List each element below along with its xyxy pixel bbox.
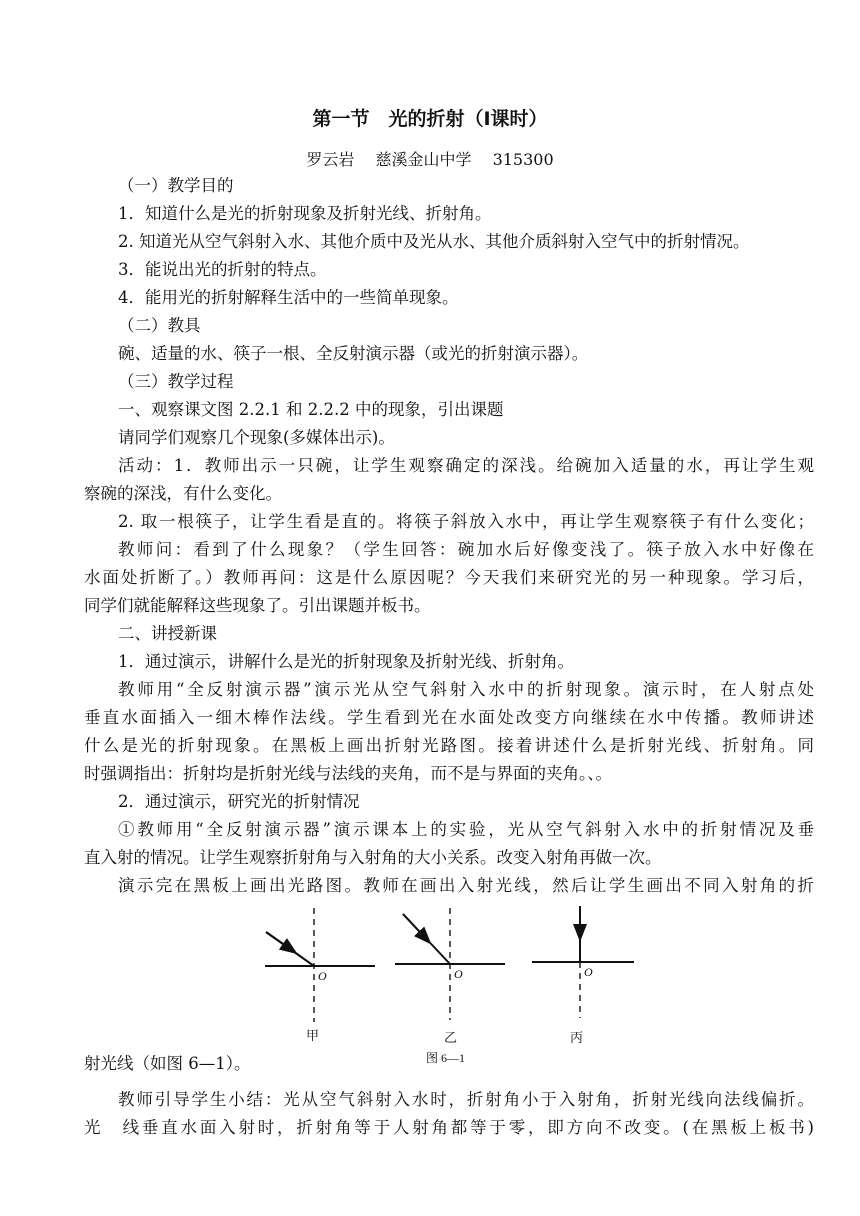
point-o-a: O <box>318 969 327 983</box>
point-o-c: O <box>584 965 593 979</box>
author-line <box>0 147 860 170</box>
paragraph-line: 碗、适量的水、筷子一根、全反射演示器（或光的折射演示器）。 <box>118 344 589 363</box>
figure-a <box>265 908 375 1022</box>
section-heading: （二）教具 <box>118 316 201 335</box>
label-jia: 甲 <box>306 1028 320 1043</box>
paragraph-line: 1．知道什么是光的折射现象及折射光线、折射角。 <box>118 204 492 223</box>
paragraph-line: 2. 知道光从空气斜射入水、其他介质中及光从水、其他介质斜射入空气中的折射情况。 <box>118 232 750 251</box>
paragraph-line: 什么是光的折射现象。在黑板上画出折射光路图。接着讲述什么是折射光线、折射角。同 <box>84 736 814 755</box>
figure-caption: 图 6—1 <box>426 1051 466 1065</box>
paragraph-line: 1．通过演示，讲解什么是光的折射现象及折射光线、折射角。 <box>118 652 574 671</box>
point-o-b: O <box>454 967 463 981</box>
paragraph-line: 光 线垂直水面入射时，折射角等于人射角都等于零，即方向不改变。(在黑板上板书) <box>84 1118 814 1137</box>
paragraph-line: 同学们就能解释这些现象了。引出课题并板书。 <box>84 596 431 615</box>
paragraph-line: 垂直水面插入一细木棒作法线。学生看到光在水面处改变方向继续在水中传播。教师讲述 <box>84 708 814 727</box>
label-yi: 乙 <box>444 1030 458 1045</box>
paragraph-line: 直入射的情况。让学生观察折射角与入射角的大小关系。改变入射角再做一次。 <box>84 848 662 867</box>
paragraph-line: 教师引导学生小结：光从空气斜射入水时，折射角小于入射角，折射光线向法线偏折。 <box>118 1090 814 1109</box>
page-title: 第一节 光的折射（Ⅰ课时） <box>312 108 548 130</box>
section-heading: 二、讲授新课 <box>118 624 217 643</box>
paragraph-line: 3．能说出光的折射的特点。 <box>118 260 327 279</box>
author-name: 罗云岩 <box>306 150 355 169</box>
paragraph-line: 时强调指出：折射均是折射光线与法线的夹角，而不是与界面的夹角。、。 <box>84 764 612 783</box>
paragraph-line: 2. 取一根筷子，让学生看是直的。将筷子斜放入水中，再让学生观察筷子有什么变化； <box>118 512 814 531</box>
paragraph-line: 一、观察课文图 2.2.1 和 2.2.2 中的现象，引出课题 <box>118 400 504 419</box>
paragraph-line: 教师问：看到了什么现象？（学生回答：碗加水后好像变浅了。筷子放入水中好像在 <box>118 540 814 559</box>
figure-c <box>532 906 634 1018</box>
section-heading: （一）教学目的 <box>118 176 234 195</box>
paragraph-line: 请同学们观察几个现象(多媒体出示)。 <box>118 428 395 447</box>
figure-b <box>395 908 505 1020</box>
label-bing: 丙 <box>570 1030 584 1045</box>
paragraph-line: ①教师用“全反射演示器”演示课本上的实验，光从空气斜射入水中的折射情况及垂 <box>118 820 814 839</box>
paragraph-line: 4．能用光的折射解释生活中的一些简单现象。 <box>118 288 459 307</box>
paragraph-line: 察碗的深浅，有什么变化。 <box>84 484 282 503</box>
paragraph-line: 射光线（如图 6—1）。 <box>84 1054 251 1073</box>
paragraph-line: 2．通过演示，研究光的折射情况 <box>118 792 360 811</box>
paragraph-line: 水面处折断了。）教师再问：这是什么原因呢？今天我们来研究光的另一种现象。学习后， <box>84 568 814 587</box>
author-school: 慈溪金山中学 <box>375 150 472 169</box>
paragraph-line: 演示完在黑板上画出光路图。教师在画出入射光线，然后让学生画出不同入射角的折 <box>118 876 814 895</box>
section-heading: （三）教学过程 <box>118 372 234 391</box>
author-postcode: 315300 <box>492 150 554 169</box>
refraction-figure <box>250 900 650 1072</box>
paragraph-line: 活动：1．教师出示一只碗，让学生观察确定的深浅。给碗加入适量的水，再让学生观 <box>118 456 814 475</box>
paragraph-line: 教师用“全反射演示器”演示光从空气斜射入水中的折射现象。演示时，在人射点处 <box>118 680 814 699</box>
